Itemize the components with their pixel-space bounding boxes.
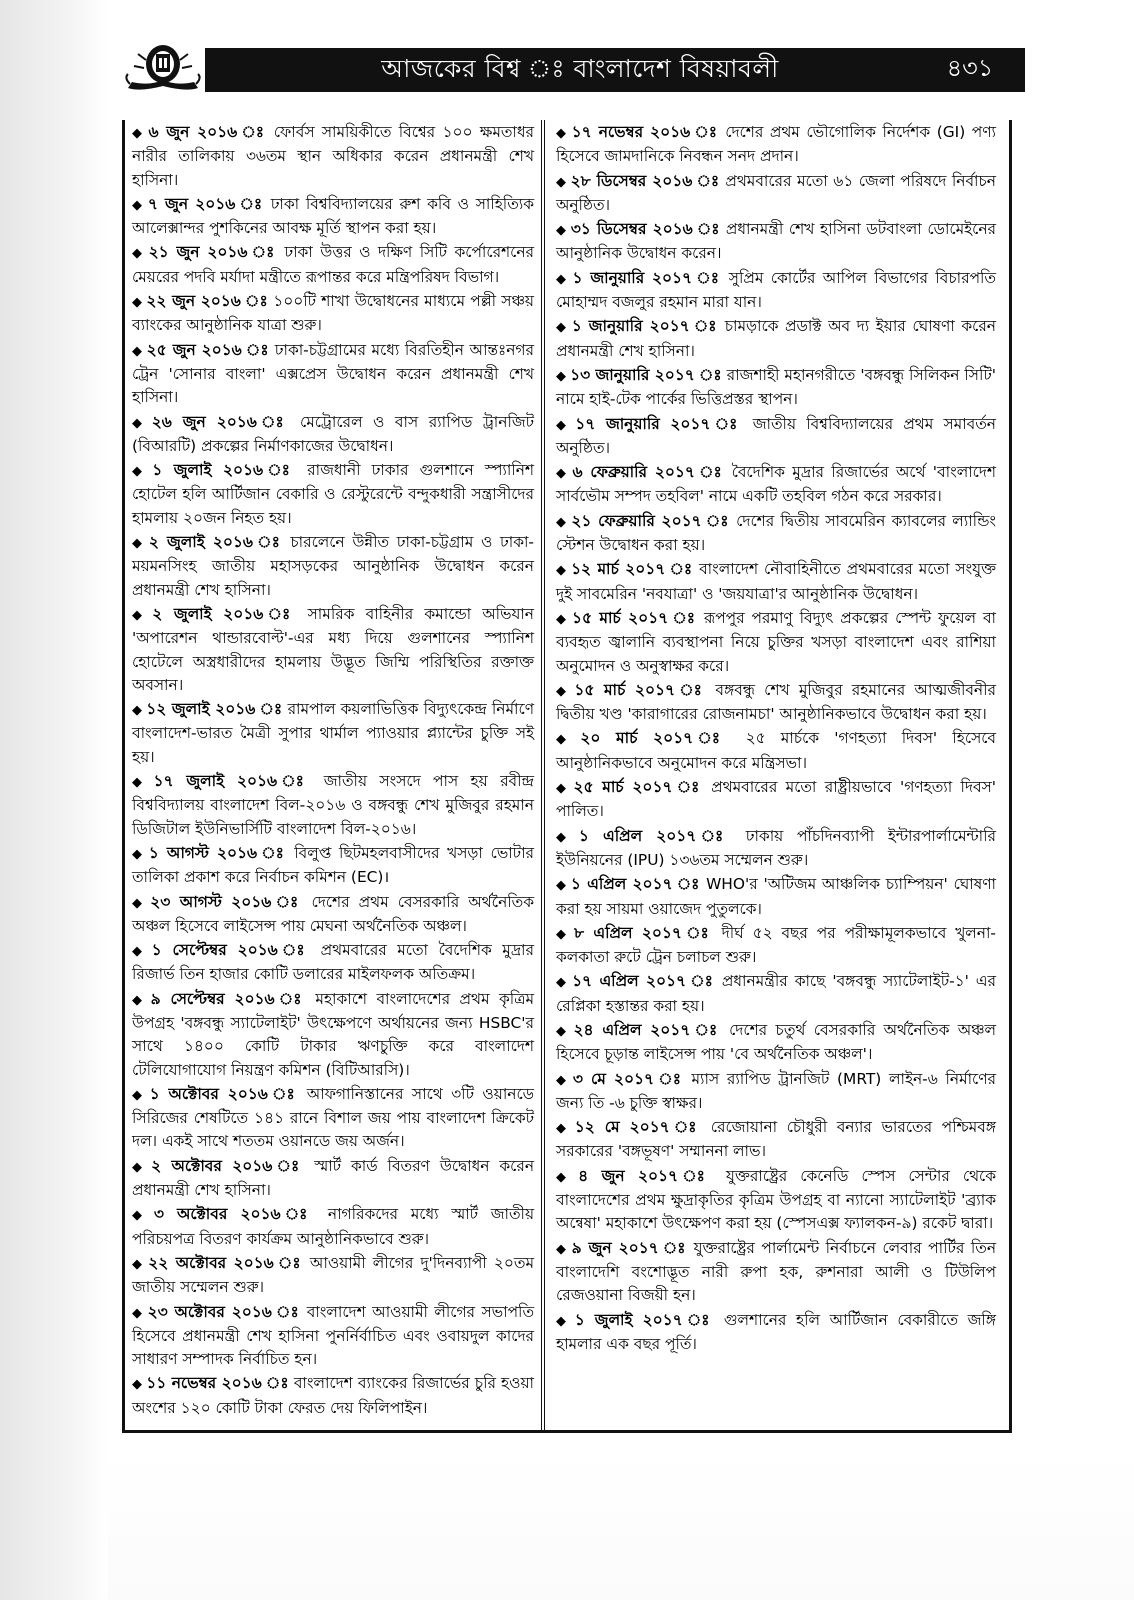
diamond-bullet-icon: ◆ [132,846,145,862]
entry-text: স্মার্ট কার্ড বিতরণ উদ্বোধন করেন প্রধানমন্ত্রী শেখ হাসিনা। [132,1156,535,1200]
entry-date: ২৫ জুন ২০১৬ ঃ [146,340,270,359]
entry-date: ১৭ নভেম্বর ২০১৬ ঃ [571,123,719,141]
diamond-bullet-icon: ◆ [556,732,577,748]
entry-text: আফগানিস্তানের সাথে ৩টি ওয়ানডে সিরিজের শেষটিতে ১৪১ রানে বিশাল জয় পায় বাংলাদেশ ক্রিকেট দল। একই সাথে শততম ওয়ানডে জয় অর্জন। [132,1084,534,1151]
timeline-entry [556,267,996,315]
entry-text: সুপ্রিম কোর্টের আপিল বিভাগের বিচারপতি মোহাম্মদ বজলুর রহমান মারা যান। [556,268,996,312]
timeline-entry [556,558,996,606]
diamond-bullet-icon: ◆ [132,1159,148,1175]
entry-text: প্রথমবারের মতো ৬১ জেলা পরিষদে নির্বাচন অনুষ্ঠিত। [556,171,996,214]
diamond-bullet-icon: ◆ [132,197,144,213]
timeline-entry [132,1372,534,1420]
timeline-entry [132,241,534,289]
diamond-bullet-icon: ◆ [556,683,571,699]
diamond-bullet-icon: ◆ [556,1169,575,1185]
header-title: আজকের বিশ্ব ঃ বাংলাদেশ বিষয়াবলী [381,53,779,83]
entry-date: ১২ মার্চ ২০১৭ ঃ [571,560,694,579]
diamond-bullet-icon: ◆ [556,878,567,894]
entry-date: ১ জুলাই ২০১৬ ঃ [152,461,297,480]
entry-date: ৭ জুন ২০১৬ ঃ [147,194,264,213]
entry-date: ১৭ এপ্রিল ২০১৭ ঃ [572,972,715,991]
entry-text: বঙ্গবন্ধু শেখ মুজিবুর রহমানের আত্মজীবনীর দ্বিতীয় খণ্ড 'কারাগারের রোজনামচা' আনুষ্ঠানিকভাবে উদ্বোধন করা হয়। [556,680,996,724]
diamond-bullet-icon: ◆ [132,343,143,359]
entry-text: জাতীয় সংসদে পাস হয় রবীন্দ্র বিশ্ববিদ্যালয় বাংলাদেশ বিল-২০১৬ ও বঙ্গবন্ধু শেখ মুজিবুর রহমান ডিজিটাল ইউনিভার্সিটি বাংলাদেশ বিল-২০১৬। [132,772,534,838]
timeline-entry [556,776,996,824]
entry-date: ২৫ মার্চ ২০১৭ ঃ [573,778,703,797]
entry-text: রেজোয়ানা চৌধুরী বন্যার ভারতের পশ্চিমবঙ্গ সরকারের 'বঙ্গভূষণ' সম্মাননা লাভ। [556,1118,996,1161]
page-header [205,48,1025,92]
diamond-bullet-icon: ◆ [556,417,572,433]
entry-date: ৬ জুন ২০১৬ ঃ [148,123,267,141]
diamond-bullet-icon: ◆ [556,174,567,190]
entry-date: ১৫ মার্চ ২০১৭ ঃ [574,680,707,699]
diamond-bullet-icon: ◆ [132,1256,145,1272]
timeline-entry [132,459,534,530]
entry-text: রূপপুর পরমাণু বিদ্যুৎ প্রকল্পের স্পেন্ট ফুয়েল বা ব্যবহৃত জ্বালানি ব্যবস্থাপনা নিয়ে চুক্তির খসড়া বাংলাদেশ এবং রাশিয়া অনুমোদন ও অনুস্বাক্ষর করে। [556,608,996,675]
entry-text: বিলুপ্ত ছিটমহলবাসীদের খসড়া ভোটার তালিকা প্রকাশ করে নির্বাচন কমিশন (EC)। [132,843,534,887]
timeline-entry [556,970,996,1018]
timeline-entry [132,988,534,1082]
timeline-entry [132,1083,534,1154]
entry-text: জাতীয় বিশ্ববিদ্যালয়ের প্রথম সমাবর্তন অনুষ্ঠিত। [556,414,996,457]
diamond-bullet-icon: ◆ [132,775,150,791]
entry-date: ১৫ মার্চ ২০১৭ ঃ [572,608,698,627]
timeline-entry [132,842,534,890]
entry-text: চামড়াকে প্রডাক্ট অব দ্য ইয়ার ঘোষণা করেন প্রধানমন্ত্রী শেখ হাসিনা। [556,317,996,360]
entry-text: প্রধানমন্ত্রী শেখ হাসিনা ডটবাংলা ডোমেইনের আনুষ্ঠানিক উদ্বোধন করেন। [556,220,996,263]
entry-text: দেশের প্রথম বেসরকারি অর্থনৈতিক অঞ্চল হিসেবে লাইসেন্স পায় মেঘনা অর্থনৈতিক অঞ্চল। [132,892,534,935]
diamond-bullet-icon: ◆ [132,1208,150,1224]
entry-date: ১ আগস্ট ২০১৬ ঃ [148,843,287,862]
entry-date: ২১ ফেব্রুয়ারি ২০১৭ ঃ [571,511,730,530]
entry-date: ১ এপ্রিল ২০১৭ ঃ [570,875,701,894]
entry-date: ৯ সেপ্টেম্বর ২০১৬ ঃ [150,989,306,1008]
entry-text: বাংলাদেশ ব্যাংকের রিজার্ভের চুরি হওয়া অংশের ১২০ কোটি টাকা ফেরত দেয় ফিলিপাইন। [132,1374,534,1417]
entry-text: মহাকাশে বাংলাদেশের প্রথম কৃত্রিম উপগ্রহ 'বঙ্গবন্ধু স্যাটেলাইট' উৎক্ষেপণে অর্থায়নের জন্য HSBC'র সাথে ১৪০০ কোটি টাকার ঋণচুক্তি করে বাংলাদেশ টেলিযোগাযোগ নিয়ন্ত্রণ কমিশন (বিটিআরসি)। [132,989,535,1079]
diamond-bullet-icon: ◆ [556,1121,571,1137]
timeline-entry [132,1301,534,1372]
entry-text: বাংলাদেশ আওয়ামী লীগের সভাপতি হিসেবে প্রধানমন্ত্রী শেখ হাসিনা পুনর্নির্বাচিত এবং ওবায়দুল কাদের সাধারণ সম্পাদক নির্বাচিত হন। [132,1302,534,1369]
timeline-entry [132,891,534,939]
timeline-entry [556,679,996,727]
timeline-entry [556,461,996,509]
timeline-entry [132,939,534,987]
column-divider [541,120,545,1433]
entry-date: ১ জুলাই ২০১৭ ঃ [574,1310,715,1329]
entry-date: ৮ এপ্রিল ২০১৭ ঃ [574,923,713,942]
entry-text: দেশের প্রথম ভৌগোলিক নির্দেশক (GI) পণ্য হিসেবে জামদানিকে নিবন্ধন সনদ প্রদান। [556,123,996,166]
timeline-entry [556,727,996,775]
diamond-bullet-icon: ◆ [132,415,148,431]
entry-date: ১ এপ্রিল ২০১৭ ঃ [578,826,733,845]
entry-date: ৬ ফেব্রুয়ারি ২০১৭ ঃ [572,463,725,482]
diamond-bullet-icon: ◆ [556,829,575,845]
timeline-entry [556,413,996,461]
entry-text: দীর্ঘ ৫২ বছর পর পরীক্ষামূলকভাবে খুলনা-কলকাতা রুটে ট্রেন চলাচল শুরু। [556,923,996,967]
entry-date: ২৪ এপ্রিল ২০১৭ ঃ [573,1020,721,1039]
timeline-entry [556,121,996,169]
entry-text: প্রধানমন্ত্রীর কাছে 'বঙ্গবন্ধু স্যাটেলাইট-১' এর রেপ্লিকা হস্তান্তর করা হয়। [556,972,996,1015]
entry-date: ১৭ জুলাই ২০১৬ ঃ [153,772,312,791]
diamond-bullet-icon: ◆ [556,975,569,991]
timeline-entry [132,1203,534,1251]
entry-date: ৩১ ডিসেম্বর ২০১৬ ঃ [570,220,721,239]
timeline-entry [132,770,534,841]
timeline-entry [556,825,996,873]
timeline-entry [132,193,534,241]
left-column [132,121,534,1421]
entry-date: ১৩ জানুয়ারি ২০১৭ ঃ [570,365,722,384]
entry-text: আওয়ামী লীগের দু'দিনব্যাপী ২০তম জাতীয় সম্মেলন শুরু। [132,1253,534,1297]
entry-text: যুক্তরাষ্ট্রের পার্লামেন্ট নির্বাচনে লেবার পার্টির তিন বাংলাদেশি বংশোদ্ভূত নারী রুপা হক, রুশনারা আলী ও টিউলিপ রেজওয়ানা বিজয়ী হন। [556,1238,996,1305]
timeline-entry [556,1116,996,1164]
timeline-entry [132,290,534,338]
diamond-bullet-icon: ◆ [556,514,568,530]
diamond-bullet-icon: ◆ [132,992,147,1008]
entry-text: দেশের দ্বিতীয় সাবমেরিন ক্যাবলের ল্যান্ডিং স্টেশন উদ্বোধন করা হয়। [556,511,996,555]
entry-date: ১২ মে ২০১৭ ঃ [574,1118,702,1137]
entry-text: ঢাকায় পাঁচদিনব্যাপী ইন্টারপার্লামেন্টারি ইউনিয়নের (IPU) ১৩৬তম সম্মেলন শুরু। [556,826,996,869]
entry-date: ২২ জুন ২০১৬ ঃ [146,292,269,311]
entry-date: ২৮ ডিসেম্বর ২০১৬ ঃ [570,171,720,190]
entry-date: ২ অক্টোবর ২০১৬ ঃ [151,1156,305,1175]
entry-date: ১ সেপ্টেম্বর ২০১৬ ঃ [151,941,311,960]
diamond-bullet-icon: ◆ [556,1072,569,1088]
entry-date: ২২ অক্টোবর ২০১৬ ঃ [148,1253,303,1272]
entry-text: সামরিক বাহিনীর কমান্ডো অভিযান 'অপারেশন থান্ডারবোল্ট'-এর মধ্য দিয়ে গুলশানের স্প্যানিশ হোটেলে অস্ত্রধারীদের হামলায় উদ্ভূত জিম্মি পরিস্থিতির রক্তাক্ত অবসান। [132,604,534,694]
entry-text: বৈদেশিক মুদ্রার রিজার্ভের অর্থে 'বাংলাদেশ সার্বভৌম সম্পদ তহবিল' নামে একটি তহবিল গঠন করে সরকার। [556,463,997,506]
timeline-entry [556,607,996,678]
entry-text: ঢাকা-চট্টগ্রামের মধ্যে বিরতিহীন আন্তঃনগর ট্রেন 'সোনার বাংলা' এক্সপ্রেস উদ্বোধন করেন প্রধানমন্ত্রী শেখ হাসিনা। [132,340,534,407]
entry-text: প্রথমবারের মতো রাষ্ট্রীয়ভাবে 'গণহত্যা দিবস' পালিত। [556,778,996,821]
timeline-entry [556,873,996,921]
diamond-bullet-icon: ◆ [556,368,567,384]
diamond-bullet-icon: ◆ [556,320,568,336]
entry-text: বাংলাদেশ নৌবাহিনীতে প্রথমবারের মতো সংযুক্ত দুই সাবমেরিন 'নবযাত্রা' ও 'জয়যাত্রা'র আনুষ্ঠানিক উদ্বোধন। [556,560,996,603]
entry-text: গুলশানের হলি আর্টিজান বেকারীতে জঙ্গি হামলার এক বছর পূর্তি। [556,1310,996,1353]
timeline-entry [556,1165,996,1236]
entry-text: মেট্রোরেল ও বাস র‍্যাপিড ট্রানজিট (বিআরটি) প্রকল্পের নির্মাণকাজের উদ্বোধন। [132,412,535,455]
timeline-entry [556,1309,996,1357]
timeline-entry [556,510,996,558]
diamond-bullet-icon: ◆ [132,246,145,262]
diamond-bullet-icon: ◆ [132,464,149,480]
timeline-entry [556,364,996,412]
right-column [556,121,996,1357]
diamond-bullet-icon: ◆ [556,1023,570,1039]
entry-date: ৯ জুন ২০১৭ ঃ [571,1238,688,1257]
diamond-bullet-icon: ◆ [132,944,148,960]
timeline-entry [556,1237,996,1308]
diamond-bullet-icon: ◆ [556,1313,571,1329]
timeline-entry [132,531,534,602]
entry-date: ২৩ অক্টোবর ২০১৬ ঃ [147,1302,301,1321]
timeline-entry [556,922,996,970]
diamond-bullet-icon: ◆ [556,271,569,287]
diamond-bullet-icon: ◆ [556,223,567,239]
diamond-bullet-icon: ◆ [132,703,143,719]
entry-date: ১১ নভেম্বর ২০১৬ ঃ [146,1374,289,1393]
diamond-bullet-icon: ◆ [556,611,569,627]
entry-date: ৪ জুন ২০১৭ ঃ [578,1166,713,1185]
diamond-bullet-icon: ◆ [132,607,149,623]
diamond-bullet-icon: ◆ [556,926,571,942]
timeline-entry [132,1252,534,1300]
timeline-entry [132,121,534,192]
scan-shadow [0,0,108,1600]
entry-text: চারলেনে উন্নীত ঢাকা-চট্টগ্রাম ও ঢাকা-ময়মনসিংহ জাতীয় মহাসড়কের আনুষ্ঠানিক উদ্বোধন করেন প্রধানমন্ত্রী শেখ হাসিনা। [132,533,534,599]
diamond-bullet-icon: ◆ [556,1241,568,1257]
diamond-bullet-icon: ◆ [132,536,145,552]
diamond-bullet-icon: ◆ [132,1377,143,1393]
entry-date: ১২ জুলাই ২০১৬ ঃ [146,700,283,719]
publisher-emblem-icon [120,40,206,94]
entry-date: ১ অক্টোবর ২০১৬ ঃ [149,1084,299,1103]
timeline-entry [556,218,996,266]
entry-text: দেশের চতুর্থ বেসরকারি অর্থনৈতিক অঞ্চল হিসেবে চূড়ান্ত লাইসেন্স পায় 'বে অর্থনৈতিক অঞ্চল'। [556,1020,996,1064]
entry-text: ফোর্বস সাময়িকীতে বিশ্বের ১০০ ক্ষমতাধর নারীর তালিকায় ৩৬তম স্থান অধিকার করেন প্রধানমন্ত্রী শেখ হাসিনা। [132,123,534,189]
page-bottom [108,1450,1134,1600]
page-number: ৪৩১ [946,54,994,82]
entry-text: রামপাল কয়লাভিত্তিক বিদ্যুৎকেন্দ্র নির্মাণে বাংলাদেশ-ভারত মৈত্রী সুপার থার্মাল প্যাওয়ার প্ল্যান্টের চুক্তি সই হয়। [132,700,534,766]
entry-date: ১ জানুয়ারি ২০১৭ ঃ [571,317,719,336]
diamond-bullet-icon: ◆ [556,126,568,141]
entry-text: WHO'র 'অটিজম আঞ্চলিক চ্যাম্পিয়ন' ঘোষণা করা হয় সায়মা ওয়াজেদ পুতুলকে। [556,875,996,918]
diamond-bullet-icon: ◆ [556,563,568,579]
entry-date: ৩ অক্টোবর ২০১৬ ঃ [153,1205,316,1224]
timeline-entry [556,315,996,363]
entry-text: রাজশাহী মহানগরীতে 'বঙ্গবন্ধু সিলিকন সিটি' নামে হাই-টেক পার্কের ভিত্তিপ্রস্তর স্থাপন। [556,365,996,409]
entry-date: ১৭ জানুয়ারি ২০১৭ ঃ [575,414,743,433]
entry-date: ২৩ আগস্ট ২০১৬ ঃ [150,892,303,911]
entry-text: ম্যাস র‍্যাপিড ট্রানজিট (MRT) লাইন-৬ নির্মাণের জন্য তি -৬ চুক্তি স্বাক্ষর। [556,1069,996,1112]
diamond-bullet-icon: ◆ [132,1087,146,1103]
entry-text: ১০০টি শাখা উদ্বোধনের মাধ্যমে পল্লী সঞ্চয় ব্যাংকের আনুষ্ঠানিক যাত্রা শুরু। [132,292,534,335]
entry-date: ১ জানুয়ারি ২০১৭ ঃ [572,268,722,287]
entry-text: প্রথমবারের মতো বৈদেশিক মুদ্রার রিজার্ভ তিন হাজার কোটি ডলারের মাইলফলক অতিক্রম। [132,941,534,984]
entry-text: নাগরিকদের মধ্যে স্মার্ট জাতীয় পরিচয়পত্র বিতরণ কার্যক্রম আনুষ্ঠানিকভাবে শুরু। [132,1205,535,1248]
timeline-entry [132,411,534,459]
timeline-entry [132,603,534,697]
entry-text: ২৫ মার্চকে 'গণহত্যা দিবস' হিসেবে আনুষ্ঠানিকভাবে অনুমোদন করে মন্ত্রিসভা। [556,729,996,772]
entry-text: রাজধানী ঢাকার গুলশানে স্প্যানিশ হোটেল হলি আর্টিজান বেকারি ও রেস্টুরেন্টে বন্দুকধারী সন্ত্রাসীদের হামলায় ২০জন নিহত হয়। [132,461,534,527]
diamond-bullet-icon: ◆ [556,781,570,797]
diamond-bullet-icon: ◆ [556,466,569,482]
timeline-entry [132,1155,534,1203]
entry-date: ৩ মে ২০১৭ ঃ [572,1069,684,1088]
diamond-bullet-icon: ◆ [132,895,147,911]
entry-date: ২৬ জুন ২০১৬ ঃ [151,412,290,431]
diamond-bullet-icon: ◆ [132,295,143,311]
timeline-entry [556,170,996,218]
entry-text: ঢাকা উত্তর ও দক্ষিণ সিটি কর্পোরেশনের মেয়রের পদবি মর্যাদা মন্ত্রীতে রূপান্তর করে মন্ত্রিপরিষদ বিভাগ। [132,243,534,286]
entry-date: ২১ জুন ২০১৬ ঃ [148,243,277,262]
timeline-entry [556,1068,996,1116]
timeline-entry [132,698,534,769]
entry-text: ঢাকা বিশ্ববিদ্যালয়ের রুশ কবি ও সাহিত্যিক আলেক্সান্দর পুশকিনের আবক্ষ মূর্তি স্থাপন করা হয়। [132,194,534,238]
entry-date: ২০ মার্চ ২০১৭ ঃ [580,729,731,748]
entry-date: ২ জুলাই ২০১৬ ঃ [148,533,283,552]
diamond-bullet-icon: ◆ [132,126,145,141]
diamond-bullet-icon: ◆ [132,1305,144,1321]
timeline-entry [556,1019,996,1067]
entry-text: যুক্তরাষ্ট্রের কেনেডি স্পেস সেন্টার থেকে বাংলাদেশের প্রথম ক্ষুদ্রাকৃতির কৃত্রিম উপগ্রহ বা ন্যানো স্যাটেলাইট 'ব্র্যাক অন্বেষা' মহাকাশে উৎক্ষেপণ করা হয় (স্পেসএক্স ফ্যালকন-৯) রকেট দ্বারা। [556,1166,996,1233]
timeline-entry [132,339,534,410]
entry-date: ২ জুলাই ২০১৬ ঃ [152,604,297,623]
